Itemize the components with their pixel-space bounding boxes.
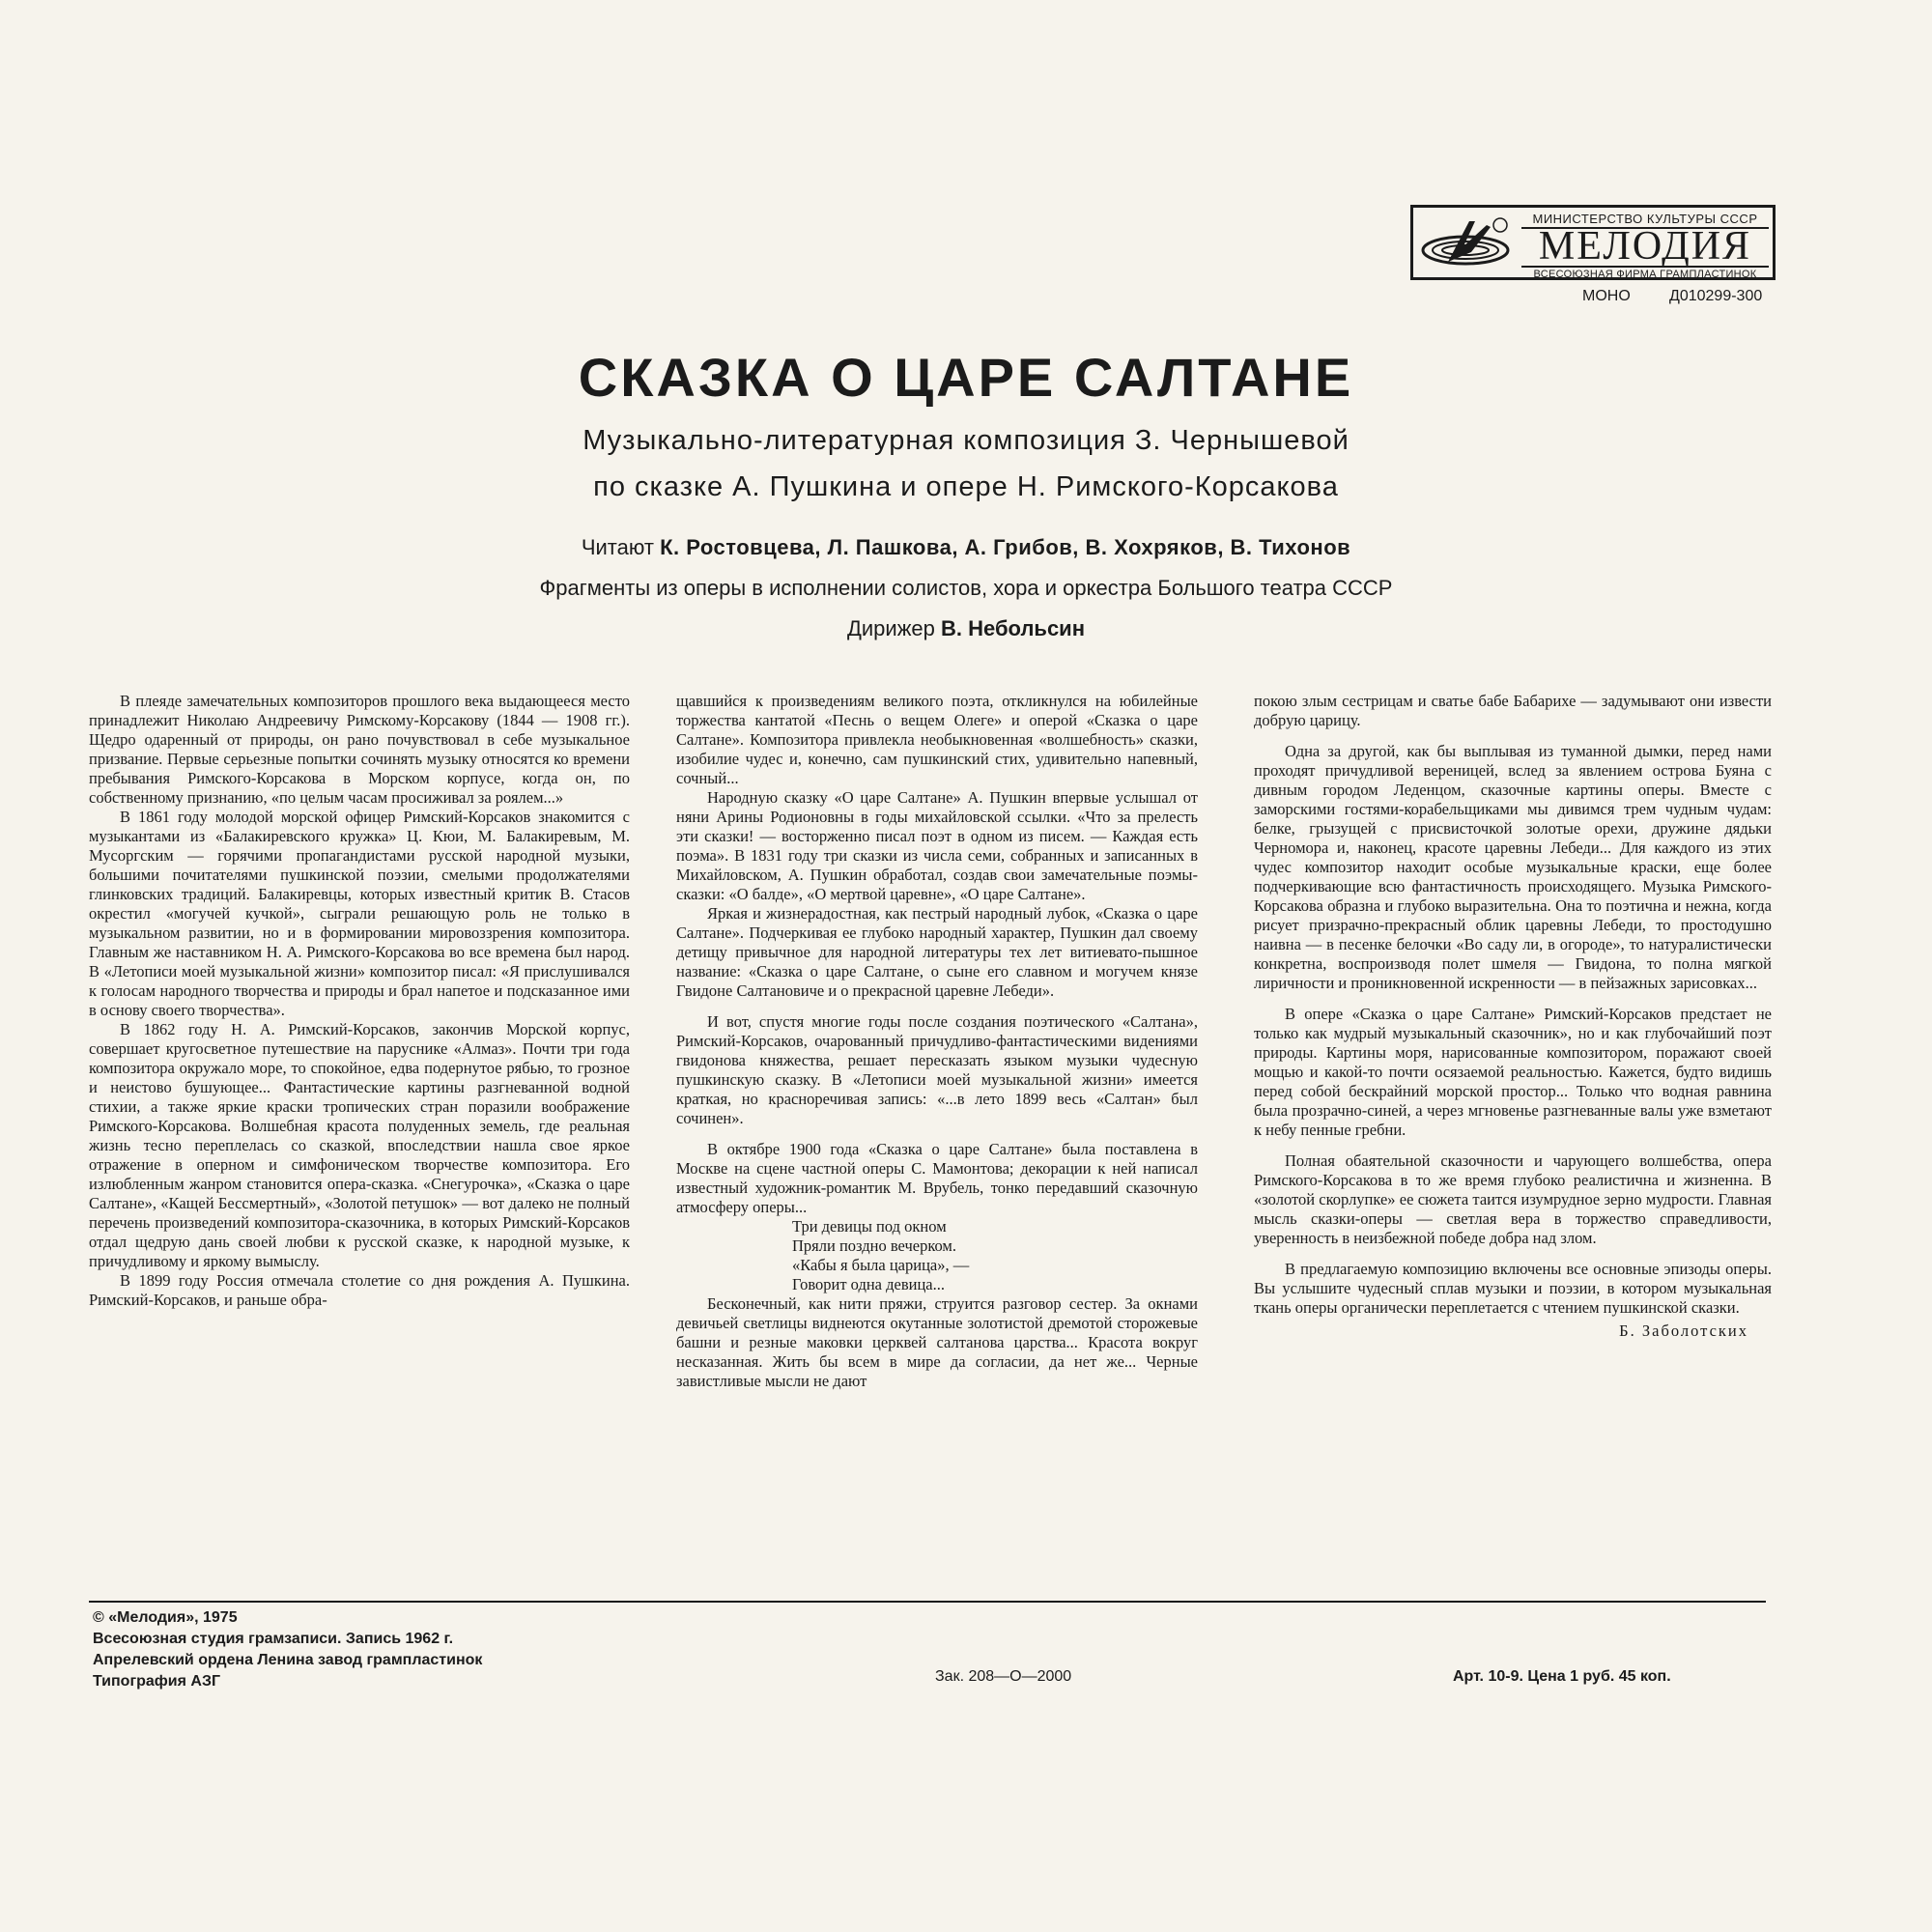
poem-line: «Кабы я была царица», —	[792, 1256, 970, 1274]
poem-line: Три девицы под окном	[792, 1217, 947, 1236]
label-catalog-number: Д010299-300	[1669, 288, 1763, 304]
poem-quote	[792, 1217, 1198, 1294]
paragraph: Одна за другой, как бы выплывая из туманной дымки, перед нами проходят причудливой вереницей, вслед за явлением острова Буяна с дивным городом Леденцом, сказочные картины оперы. Вместе с заморскими гостями-корабельщиками мы дивимся трем чудным чудам: белке, грызущей с присвисточкой золотые орехи, дружине дядьки Черномора и, наконец, красоте царевны Лебеди... Для каждого из этих чудес композитор находит особые музыкальные краски, еще более подчеркивающие всю фантастичность происходящего. Музыка Римского-Корсакова образна и глубоко выразительна. Она то поэтична и нежна, когда рисует призрачно-прекрасный облик царевны Лебеди, то простодушно наивна — в песенке белочки «Во саду ли, в огороде», то натуралистически конкретна, воспроизводя полет шмеля — Гвидона, то полна мягкой лиричности и проникновенной искренности — в пейзажных зарисовках...	[1254, 742, 1772, 992]
copyright: © «Мелодия», 1975	[93, 1609, 238, 1626]
paragraph: В плеяде замечательных композиторов прошлого века выдающееся место принадлежит Николаю Андреевичу Римскому-Корсакову (1844 — 1908 гг.). Щедро одаренный от природы, он рано почувствовал в себе музыкальное призвание. Первые серьезные попытки сочинять музыку относятся ко времени пребывания Римского-Корсакова в Морском корпусе, когда он, по собственному признанию, «по целым часам просиживал за роялем...»	[89, 692, 630, 807]
subtitle-source: по сказке А. Пушкина и опере Н. Римского-Корсакова	[593, 471, 1339, 502]
poem-line: Говорит одна девица...	[792, 1275, 945, 1293]
subtitle-composition: Музыкально-литературная композиция З. Чернышевой	[582, 425, 1350, 456]
paragraph: Бесконечный, как нити пряжи, струится разговор сестер. За окнами девичьей светлицы виднеются окутанные золотистой дремотой сторожевые башни и резные маковки церквей салтанова царства... Красота вокруг несказанная. Жить бы всем в мире да согласии, да нет же... Черные завистливые мысли не дают	[676, 1294, 1198, 1390]
text-column-1	[89, 692, 630, 1310]
paragraph: И вот, спустя многие годы после создания поэтического «Салтана», Римский-Корсаков, очарованный причудливо-фантастическими видениями гвидонова княжества, решает пересказать языком музыки чудесную пушкинскую сказку. В «Летописи моей музыкальной жизни» имеется краткая, но красноречивая запись: «...в лето 1899 весь «Салтан» был сочинен».	[676, 1012, 1198, 1127]
label-ministry: МИНИСТЕРСТВО КУЛЬТУРЫ СССР	[1521, 212, 1769, 229]
paragraph: щавшийся к произведениям великого поэта, откликнулся на юбилейные торжества кантатой «Песнь о вещем Олеге» и оперой «Сказка о царе Салтане». Композитора привлекла необыкновенная «волшебность» сказки, изобилие чудес и, конечно, сам пушкинский стих, удивительно напевный, сочный...	[676, 692, 1198, 787]
readers-names: К. Ростовцева, Л. Пашкова, А. Грибов, В. Хохряков, В. Тихонов	[660, 535, 1351, 559]
author-signature: Б. Заболотских	[1619, 1321, 1748, 1340]
readers-line	[0, 535, 1932, 560]
footer-divider	[89, 1601, 1766, 1603]
melodiya-emblem-icon	[1419, 213, 1516, 273]
conductor-name: В. Небольсин	[941, 616, 1085, 640]
conductor-prefix: Дирижер	[846, 616, 935, 640]
melodiya-logo	[1410, 205, 1776, 280]
paragraph: В 1861 году молодой морской офицер Римский-Корсаков знакомится с музыкантами из «Балакиревского кружка» Ц. Кюи, М. Балакиревым, М. Мусоргским — горячими пропагандистами русской народной музыки, большими почитателями пушкинской поэзии, смелыми продолжателями глинковских традиций. Балакиревцы, которых известный критик В. Стасов окрестил «могучей кучкой», сыграли решающую роль не только в музыкальном развитии, но и в формировании мировоззрения композитора. Главным же наставником Н. А. Римского-Корсакова во все времена был народ. В «Летописи моей музыкальной жизни» композитор писал: «Я прислушивался к голосам народного творчества и природы и брал напетое и подсказанное ими в основу своего творчества».	[89, 808, 630, 1019]
poem-line: Пряли поздно вечерком.	[792, 1236, 957, 1255]
footer-credits	[93, 1607, 482, 1692]
label-mono: МОНО	[1582, 288, 1631, 304]
fragments-line: Фрагменты из оперы в исполнении солистов, хора и оркестра Большого театра СССР	[539, 576, 1393, 600]
text-column-3	[1254, 692, 1772, 1341]
paragraph: Народную сказку «О царе Салтане» А. Пушкин впервые услышал от няни Арины Родионовны в годы михайловской ссылки. «Что за прелесть эти сказки! — восторженно писал поэт в одном из писем. — Каждая есть поэма». В 1831 году три сказки из числа семи, собранных и записанных в Михайловском, А. Пушкин обработал, создав свои замечательные поэмы-сказки: «О балде», «О мертвой царевне», «О царе Салтане».	[676, 788, 1198, 903]
paragraph: В предлагаемую композицию включены все основные эпизоды оперы. Вы услышите чудесный сплав музыки и поэзии, в котором музыкальная ткань оперы органически переплетается с чтением пушкинской сказки.	[1254, 1260, 1772, 1317]
label-brand: МЕЛОДИЯ	[1538, 224, 1752, 269]
conductor-line	[0, 616, 1932, 641]
page-title: СКАЗКА О ЦАРЕ САЛТАНЕ	[578, 347, 1354, 408]
paragraph: Яркая и жизнерадостная, как пестрый народный лубок, «Сказка о царе Салтане». Подчеркивая ее глубоко народный характер, Пушкин дал своему детищу привычное для народной литературы тех лет витиевато-пышное название: «Сказка о царе Салтане, о сыне его славном и могучем князе Гвидоне Салтановиче и о прекрасной царевне Лебеди».	[676, 904, 1198, 1000]
paragraph: В октябре 1900 года «Сказка о царе Салтане» была поставлена в Москве на сцене частной оперы С. Мамонтова; декорации к ней написал известный художник-романтик М. Врубель, тонко передавший сказочную атмосферу оперы...	[676, 1140, 1198, 1216]
paragraph: Полная обаятельной сказочности и чарующего волшебства, опера Римского-Корсакова в то же время глубоко реалистична и жизненна. В «золотой скорлупке» ее сюжета таится изумрудное зерно мудрости. Главная мысль сказки-оперы — светлая вера в торжество справедливости, уверенность в неизбежной победе добра над злом.	[1254, 1151, 1772, 1247]
order-number: Зак. 208—О—2000	[935, 1668, 1072, 1685]
paragraph: В 1862 году Н. А. Римский-Корсаков, закончив Морской корпус, совершает кругосветное путешествие на паруснике «Алмаз». Почти три года композитора окружало море, то спокойное, едва подернутое рябью, то грозное и неистово бушующее... Фантастические картины разгневанной водной стихии, а также яркие краски тропических стран поразили воображение Римского-Корсакова. Волшебная красота полуденных земель, где реальная жизнь тесно переплелась со сказкой, впоследствии нашла свое яркое отражение в оперном и симфоническом творчестве композитора. Его излюбленным жанром становится опера-сказка. «Снегурочка», «Сказка о царе Салтане», «Кащей Бессмертный», «Золотой петушок» — вот далеко не полный перечень произведений композитора-сказочника, в которых Римский-Корсаков отдал щедрую дань своей любви к русской сказке, к народной музыке, к причудливому и яркому вымыслу.	[89, 1020, 630, 1270]
studio-line: Всесоюзная студия грамзаписи. Запись 1962 г.	[93, 1631, 454, 1647]
price-line: Арт. 10-9. Цена 1 руб. 45 коп.	[1453, 1668, 1671, 1685]
text-column-2	[676, 692, 1198, 1391]
printing-line: Типография АЗГ	[93, 1673, 221, 1690]
readers-prefix: Читают	[581, 535, 654, 559]
paragraph: В опере «Сказка о царе Салтане» Римский-Корсаков предстает не только как мудрый музыкальный сказочник», но и как глубочайший поэт природы. Картины моря, нарисованные композитором, поражают своей мощью и какой-то почти осязаемой реальностью. Кажется, будто видишь перед собой бескрайний морской простор... Только что водная равнина была прозрачно-синей, а через мгновенье разгневанные валы уже взметают к небу пенные гребни.	[1254, 1005, 1772, 1139]
melodiya-label	[1410, 205, 1777, 321]
factory-line: Апрелевский ордена Ленина завод грампластинок	[93, 1652, 483, 1668]
paragraph: В 1899 году Россия отмечала столетие со дня рождения А. Пушкина. Римский-Корсаков, и раньше обра-	[89, 1271, 630, 1309]
label-union: ВСЕСОЮЗНАЯ ФИРМА ГРАМПЛАСТИНОК	[1521, 266, 1769, 280]
paragraph: покою злым сестрицам и сватье бабе Бабарихе — задумывают они извести добрую царицу.	[1254, 692, 1772, 729]
